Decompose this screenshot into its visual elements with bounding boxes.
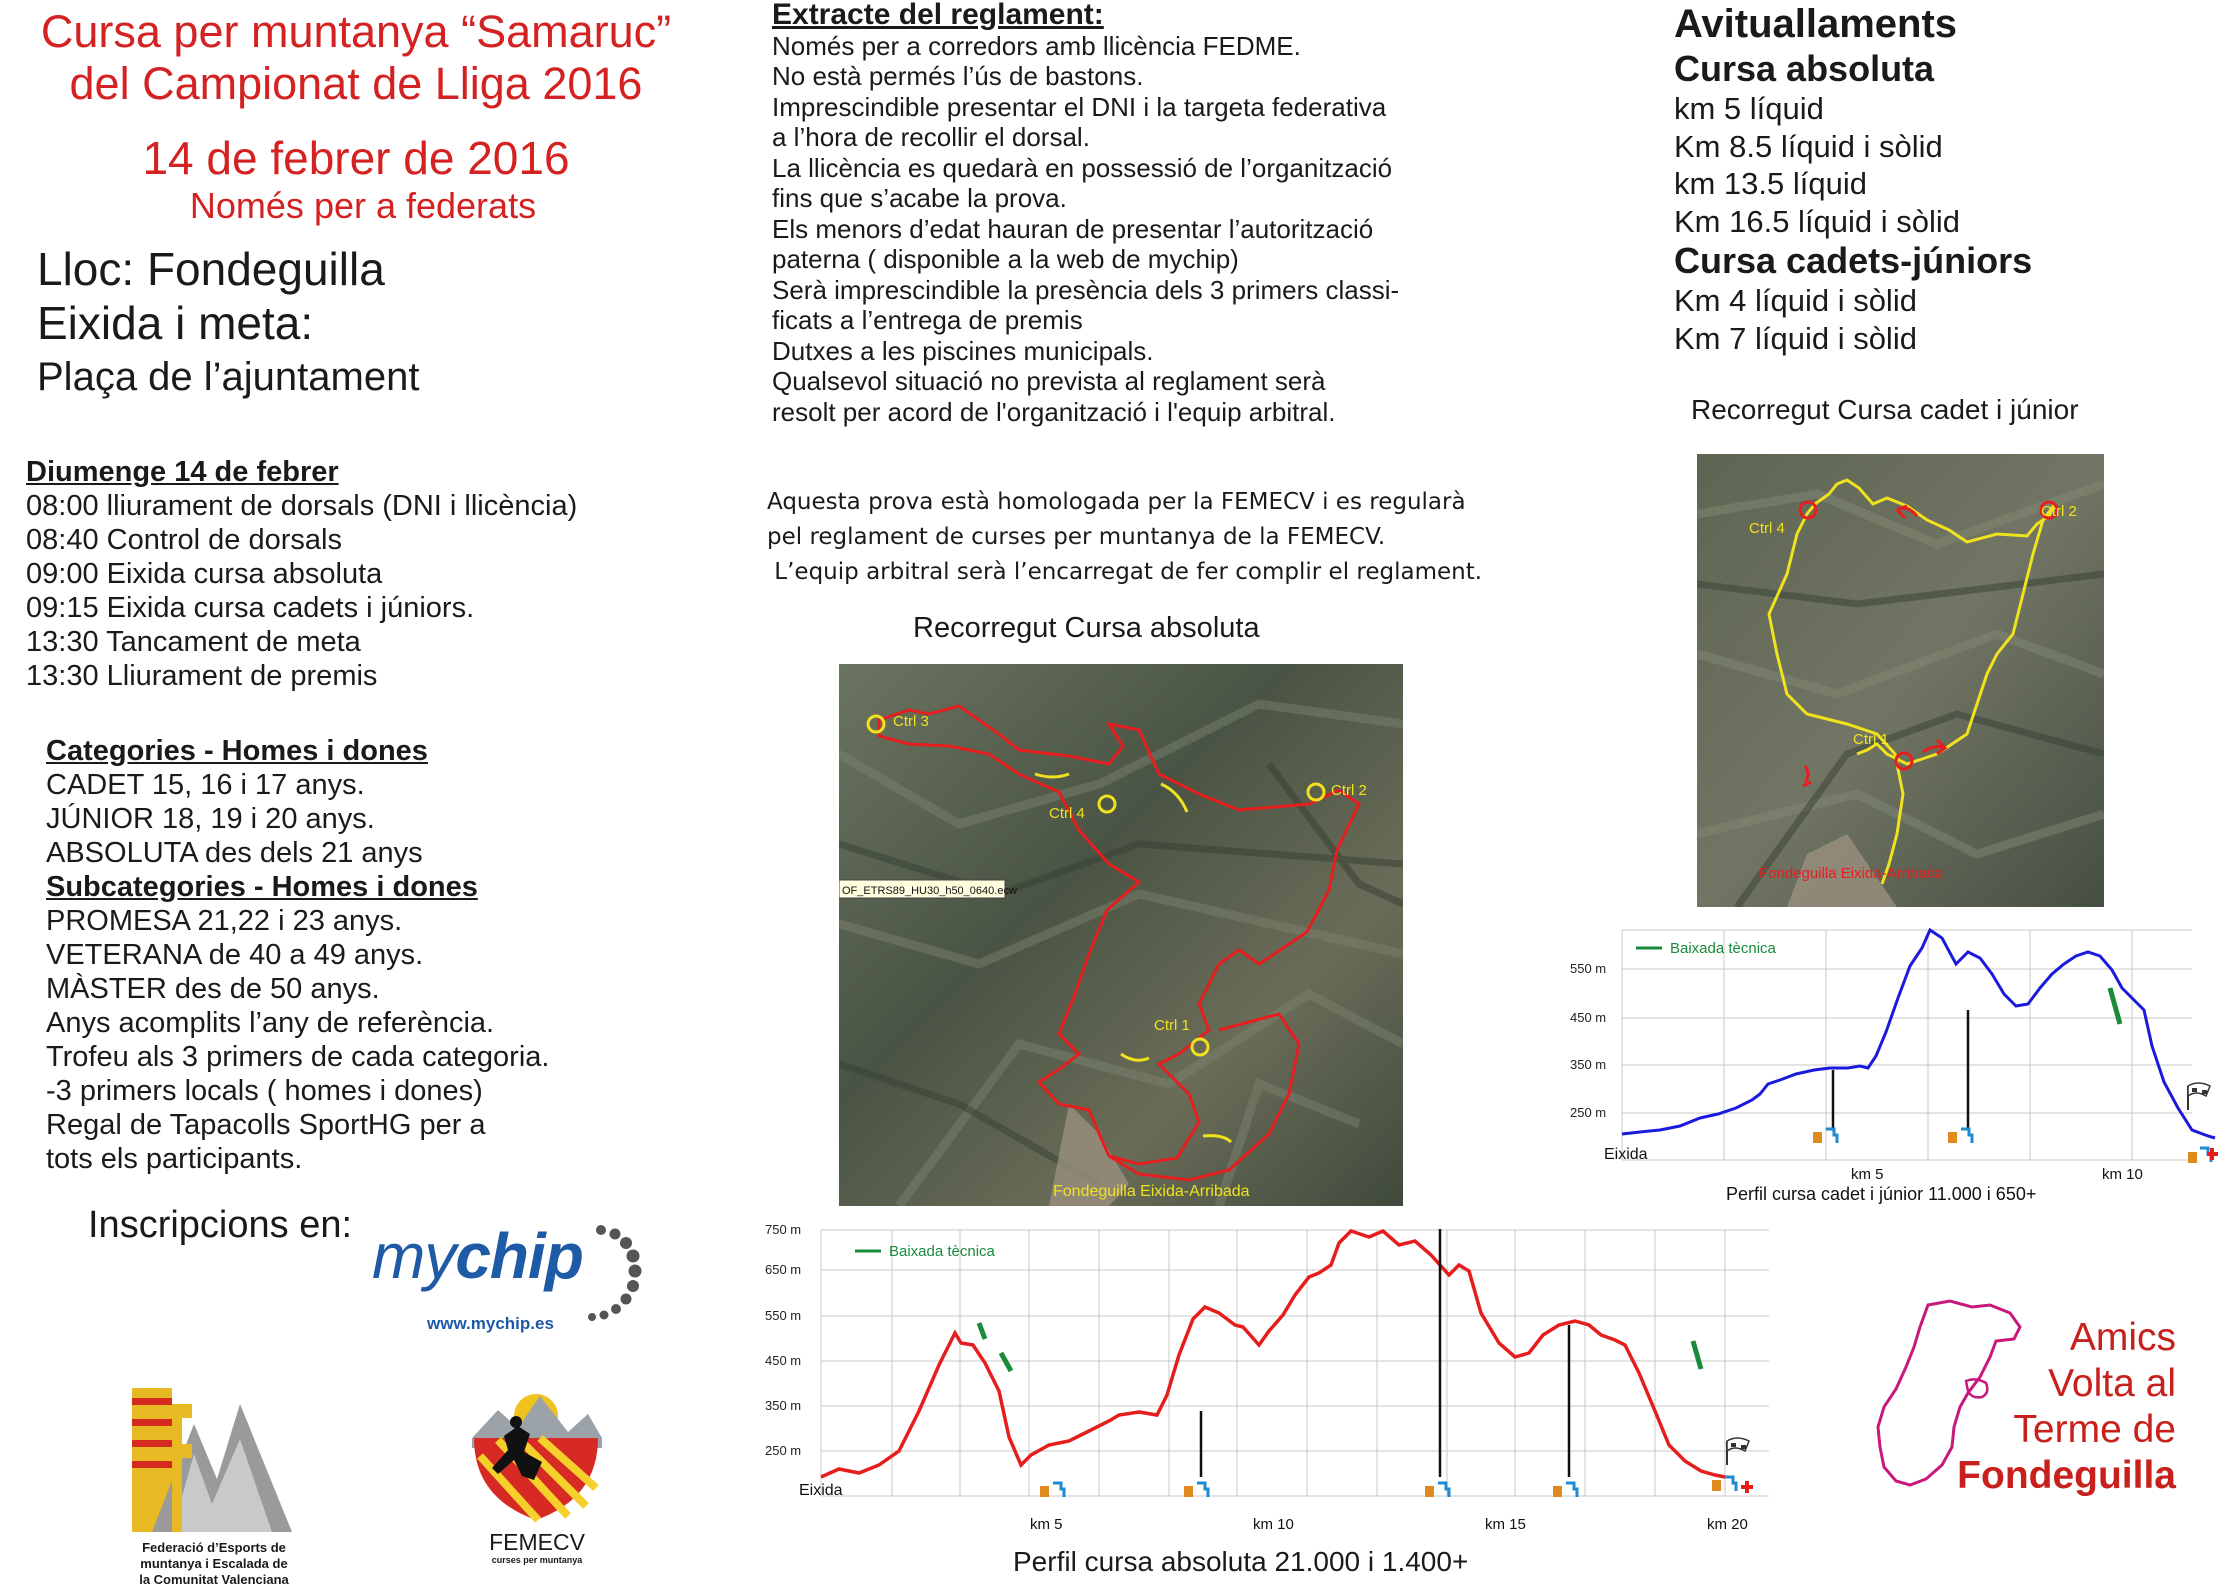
aid-item: Km 8.5 líquid i sòlid — [1674, 128, 1943, 164]
category-item: JÚNIOR 18, 19 i 20 anys. — [46, 803, 375, 835]
subcategory-item: Trofeu als 3 primers de cada categoria. — [46, 1041, 550, 1073]
profile-absoluta-start: Eixida — [799, 1482, 843, 1499]
map-absoluta-file-label: OF_ETRS89_HU30_h50_0640.ecw — [842, 885, 1017, 897]
map-absoluta-checkpoint: Ctrl 2 — [1331, 782, 1367, 799]
profile-absoluta-legend: Baixada tècnica — [889, 1243, 995, 1260]
profile-cadet-y-tick: 350 m — [1570, 1057, 1607, 1072]
map-absoluta-checkpoint: Ctrl 4 — [1049, 805, 1085, 822]
regulation-line: paterna ( disponible a la web de mychip) — [772, 244, 1239, 274]
mychip-logo[interactable] — [372, 1219, 583, 1293]
profile-absoluta-caption: Perfil cursa absoluta 21.000 i 1.400+ — [1013, 1546, 1469, 1577]
subcategory-item: PROMESA 21,22 i 23 anys. — [46, 905, 403, 937]
regulation-line: Dutxes a les piscines municipals. — [772, 335, 1154, 366]
map-absoluta-checkpoint: Ctrl 1 — [1154, 1017, 1190, 1034]
regulation-line: fins que s’acabe la prova. — [772, 183, 1067, 213]
aid-item: km 5 líquid — [1674, 91, 1824, 126]
profile-absoluta-km: km 10 — [1253, 1516, 1294, 1533]
aid-item: km 13.5 líquid — [1674, 166, 1867, 201]
event-title — [0, 6, 712, 110]
map-absoluta-image — [839, 664, 1403, 1206]
location-text: Lloc: Fondeguilla — [37, 243, 385, 295]
federats-note: Només per a federats — [189, 185, 537, 226]
amics-line: Terme de — [2013, 1408, 2176, 1451]
start-finish-label: Eixida i meta: — [37, 297, 314, 349]
regulation-line: Qualsevol situació no prevista al reglament serà — [772, 366, 1326, 396]
profile-absoluta-y-tick: 750 m — [765, 1222, 802, 1237]
fedme-caption-line: la Comunitat Valenciana — [139, 1572, 289, 1587]
aid-cadets-heading: Cursa cadets-júniors — [1674, 240, 2033, 281]
profile-cadet — [1560, 918, 2221, 1208]
aid-item: Km 16.5 líquid i sòlid — [1674, 203, 1961, 239]
regulations-heading: Extracte del reglament: — [772, 0, 1104, 31]
profile-cadet-y-tick: 550 m — [1570, 961, 1607, 976]
profile-absoluta-y-tick: 650 m — [765, 1262, 802, 1277]
aid-absoluta-heading: Cursa absoluta — [1674, 48, 1935, 89]
profile-cadet-km: km 5 — [1851, 1166, 1884, 1183]
map-cadet-title: Recorregut Cursa cadet i júnior — [1691, 394, 2079, 425]
profile-cadet-y-tick: 250 m — [1570, 1105, 1607, 1120]
mychip-dots-icon — [585, 1222, 645, 1332]
amics-line: Amics — [2069, 1316, 2176, 1359]
note-line: Aquesta prova està homologada per la FEMECV i es regularà — [767, 489, 1466, 515]
category-item: ABSOLUTA des dels 21 anys — [46, 837, 423, 869]
mychip-logo-chip: chip — [455, 1220, 583, 1292]
regulation-line: ficats a l’entrega de premis — [772, 305, 1083, 335]
subcategory-item: MÀSTER des de 50 anys. — [46, 973, 380, 1005]
subcategory-item: tots els participants. — [46, 1143, 303, 1175]
map-absoluta-start-label: Fondeguilla Eixida-Arribada — [1053, 1183, 1250, 1200]
categories-heading: Categories - Homes i dones — [46, 735, 428, 767]
map-cadet-start-label: Fondeguilla Eixida-Arribada — [1759, 865, 1944, 882]
profile-cadet-start: Eixida — [1604, 1146, 1648, 1163]
map-absoluta-title: Recorregut Cursa absoluta — [913, 612, 1260, 644]
femecv-logo-sub: curses per muntanya — [491, 1555, 583, 1565]
fedme-caption — [120, 1540, 308, 1588]
profile-cadet-y-tick: 450 m — [1570, 1010, 1607, 1025]
profile-absoluta-km: km 5 — [1030, 1516, 1063, 1533]
regulation-line: Només per a corredors amb llicència FEDME. — [772, 30, 1301, 61]
regulation-line: a l’hora de recollir el dorsal. — [772, 122, 1090, 152]
profile-absoluta-y-tick: 350 m — [765, 1398, 802, 1413]
fedme-caption-line: Federació d’Esports de — [142, 1540, 286, 1555]
category-item: CADET 15, 16 i 17 anys. — [46, 769, 365, 801]
regulation-line: Serà imprescindible la presència dels 3 primers classi- — [772, 274, 1400, 305]
schedule — [26, 455, 577, 693]
title-line-1: Cursa per muntanya “Samaruc” — [40, 6, 672, 57]
map-cadet-checkpoint: Ctrl 1 — [1853, 731, 1889, 748]
map-cadet-checkpoint: Ctrl 2 — [2041, 503, 2077, 520]
schedule-item: 08:40 Control de dorsals — [26, 524, 342, 556]
regulation-line: La llicència es quedarà en possessió de l’organització — [772, 152, 1393, 183]
profile-absoluta-km: km 15 — [1485, 1516, 1526, 1533]
map-absoluta-checkpoint: Ctrl 3 — [893, 713, 929, 730]
mychip-logo-my: my — [372, 1220, 456, 1292]
regulation-line: resolt per acord de l'organització i l'equip arbitral. — [772, 396, 1336, 427]
note-line: pel reglament de curses per muntanya de la FEMECV. — [767, 524, 1386, 550]
amics-volta-logo-text — [1862, 1315, 2176, 1499]
regulation-line: Els menors d’edat hauran de presentar l’autorització — [772, 213, 1374, 244]
regulation-line: No està permés l’ús de bastons. — [772, 61, 1144, 91]
profile-absoluta-y-tick: 550 m — [765, 1308, 802, 1323]
regulation-line: Imprescindible presentar el DNI i la targeta federativa — [772, 91, 1387, 122]
femecv-logo-name: FEMECV — [489, 1529, 585, 1555]
femecv-homologation-note — [767, 485, 1482, 590]
map-absoluta — [839, 664, 1403, 1206]
subcategory-item: Anys acomplits l’any de referència. — [46, 1007, 495, 1039]
subcategories-heading: Subcategories - Homes i dones — [46, 871, 478, 903]
mychip-url[interactable]: www.mychip.es — [427, 1314, 554, 1333]
aid-stations-heading: Avituallaments — [1674, 2, 1958, 46]
aid-item: Km 4 líquid i sòlid — [1674, 283, 1917, 318]
schedule-item: 13:30 Lliurament de premis — [26, 660, 378, 692]
subcategory-item: Regal de Tapacolls SportHG per a — [46, 1109, 486, 1141]
map-cadet-image — [1697, 454, 2104, 907]
start-finish-place: Plaça de l’ajuntament — [37, 355, 420, 399]
title-line-2: del Campionat de Lliga 2016 — [69, 58, 643, 109]
fedme-caption-line: muntanya i Escalada de — [140, 1556, 288, 1571]
subcategory-item: -3 primers locals ( homes i dones) — [46, 1075, 483, 1107]
event-date: 14 de febrer de 2016 — [142, 132, 570, 184]
profile-cadet-caption: Perfil cursa cadet i júnior 11.000 i 650+ — [1726, 1184, 2037, 1204]
aid-item: Km 7 líquid i sòlid — [1674, 320, 1917, 356]
schedule-heading: Diumenge 14 de febrer — [26, 456, 339, 488]
amics-line: Volta al — [2048, 1362, 2176, 1405]
profile-cadet-km: km 10 — [2102, 1166, 2143, 1183]
map-cadet-checkpoint: Ctrl 4 — [1749, 520, 1785, 537]
femecv-logo — [468, 1388, 604, 1528]
schedule-item: 08:00 lliurament de dorsals (DNI i llicència) — [26, 490, 578, 522]
profile-absoluta-km: km 20 — [1707, 1516, 1748, 1533]
aid-stations — [1674, 0, 2032, 357]
categories — [46, 734, 549, 1176]
subcategory-item: VETERANA de 40 a 49 anys. — [46, 939, 424, 971]
regulations — [772, 0, 1472, 427]
schedule-item: 13:30 Tancament de meta — [26, 626, 361, 658]
map-cadet — [1697, 454, 2104, 907]
note-line: L’equip arbitral serà l’encarregat de fer complir el reglament. — [767, 559, 1483, 585]
schedule-item: 09:15 Eixida cursa cadets i júniors. — [26, 592, 475, 624]
amics-line: Fondeguilla — [1957, 1454, 2176, 1497]
profile-absoluta-y-tick: 250 m — [765, 1443, 802, 1458]
schedule-item: 09:00 Eixida cursa absoluta — [26, 558, 383, 590]
profile-cadet-legend: Baixada tècnica — [1670, 940, 1776, 957]
profile-absoluta — [759, 1215, 1819, 1537]
registration-label: Inscripcions en: — [88, 1204, 353, 1246]
location-block — [37, 242, 385, 350]
fedme-logo — [132, 1384, 297, 1534]
profile-absoluta-y-tick: 450 m — [765, 1353, 802, 1368]
